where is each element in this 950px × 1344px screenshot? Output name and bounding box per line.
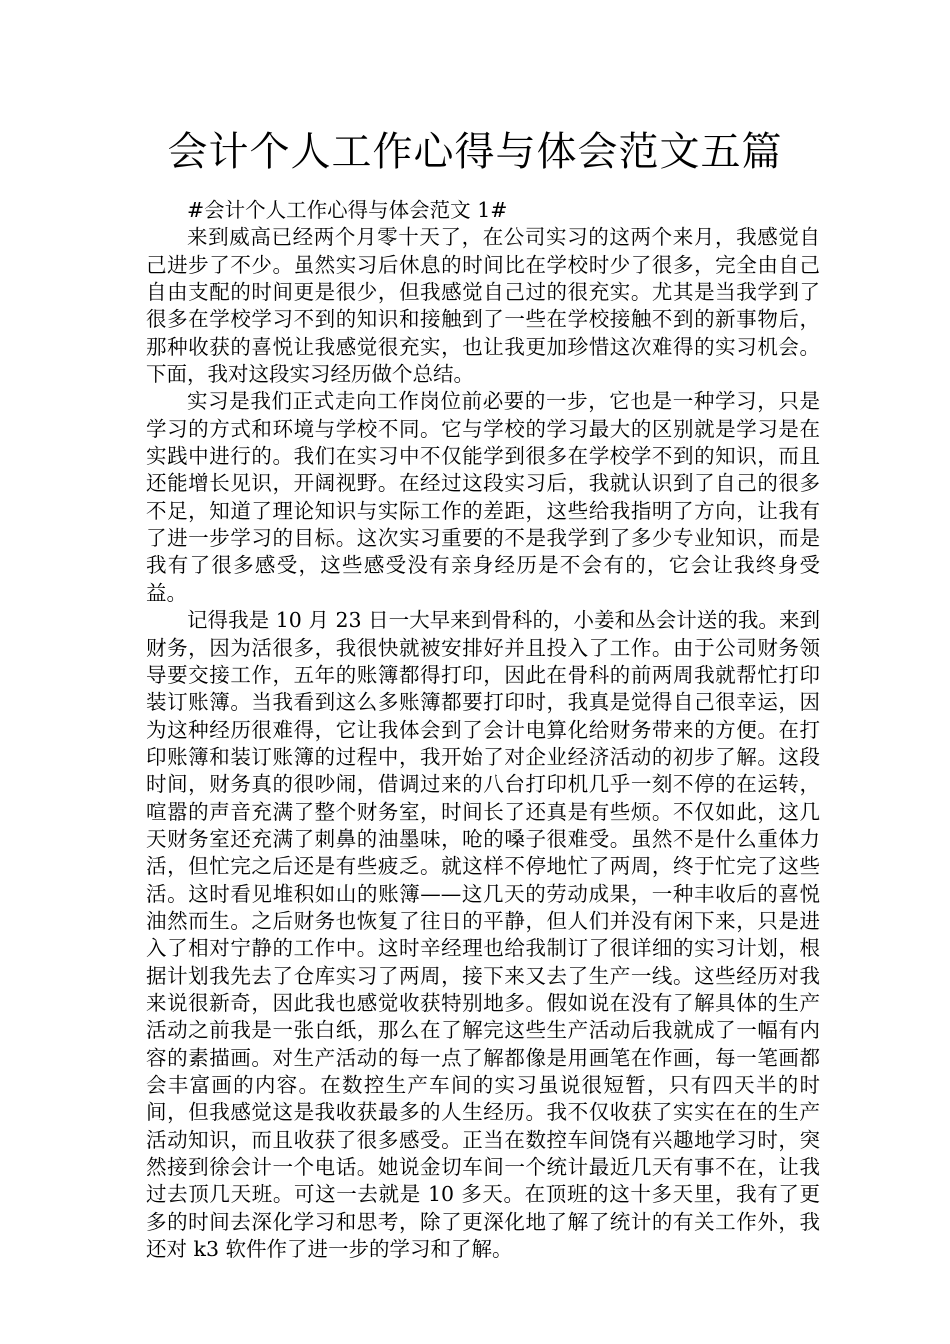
paragraph: 来到威高已经两个月零十天了，在公司实习的这两个来月，我感觉自己进步了不少。虽然实习后休息的时间比在学校时少了很多，完全由自己自由支配的时间更是很少，但我感觉自己过的很充实。尤其是当我学到了很多在学校学习不到的知识和接触到了一些在学校接触不到的新事物后，那种收获的喜悦让我感觉很充实，也让我更加珍惜这次难得的实习机会。下面，我对这段实习经历做个总结。: [146, 225, 820, 387]
paragraph: 实习是我们正式走向工作岗位前必要的一步，它也是一种学习，只是学习的方式和环境与学校不同。它与学校的学习最大的区别就是学习是在实践中进行的。我们在实习中不仅能学到很多在学校学不到的知识，而且还能增长见识，开阔视野。在经过这段实习后，我就认识到了自己的很多不足，知道了理论知识与实际工作的差距，这些给我指明了方向，让我有了进一步学习的目标。这次实习重要的不是我学到了多少专业知识，而是我有了很多感受，这些感受没有亲身经历是不会有的，它会让我终身受益。: [146, 389, 820, 605]
section-heading: #会计个人工作心得与体会范文 1#: [187, 198, 508, 222]
document-body: [146, 197, 820, 1263]
paragraph: 记得我是 10 月 23 日一大早来到骨科的，小姜和丛会计送的我。来到财务，因为活很多，我很快就被安排好并且投入了工作。由于公司财务领导要交接工作，五年的账簿都得打印，因此在骨科的前两周我就帮忙打印装订账簿。当我看到这么多账簿都要打印时，我真是觉得自己很幸运，因为这种经历很难得，它让我体会到了会计电算化给财务带来的方便。在打印账簿和装订账簿的过程中，我开始了对企业经济活动的初步了解。这段时间，财务真的很吵闹，借调过来的八台打印机几乎一刻不停的在运转，喧嚣的声音充满了整个财务室，时间长了还真是有些烦。不仅如此，这几天财务室还充满了刺鼻的油墨味，呛的嗓子很难受。虽然不是什么重体力活，但忙完之后还是有些疲乏。就这样不停地忙了两周，终于忙完了这些活。这时看见堆积如山的账簿——这几天的劳动成果，一种丰收后的喜悦油然而生。之后财务也恢复了往日的平静，但人们并没有闲下来，只是进入了相对宁静的工作中。这时辛经理也给我制订了很详细的实习计划，根据计划我先去了仓库实习了两周，接下来又去了生产一线。这些经历对我来说很新奇，因此我也感觉收获特别地多。假如说在没有了解具体的生产活动之前我是一张白纸，那么在了解完这些生产活动后我就成了一幅有内容的素描画。对生产活动的每一点了解都像是用画笔在作画，每一笔画都会丰富画的内容。在数控生产车间的实习虽说很短暂，只有四天半的时间，但我感觉这是我收获最多的人生经历。我不仅收获了实实在在的生产活动知识，而且收获了很多感受。正当在数控车间饶有兴趣地学习时，突然接到徐会计一个电话。她说金切车间一个统计最近几天有事不在，让我过去顶几天班。可这一去就是 10 多天。在顶班的这十多天里，我有了更多的时间去深化学习和思考，除了更深化地了解了统计的有关工作外，我还对 k3 软件作了进一步的学习和了解。: [146, 608, 820, 1262]
document-title: 会计个人工作心得与体会范文五篇: [167, 129, 783, 175]
